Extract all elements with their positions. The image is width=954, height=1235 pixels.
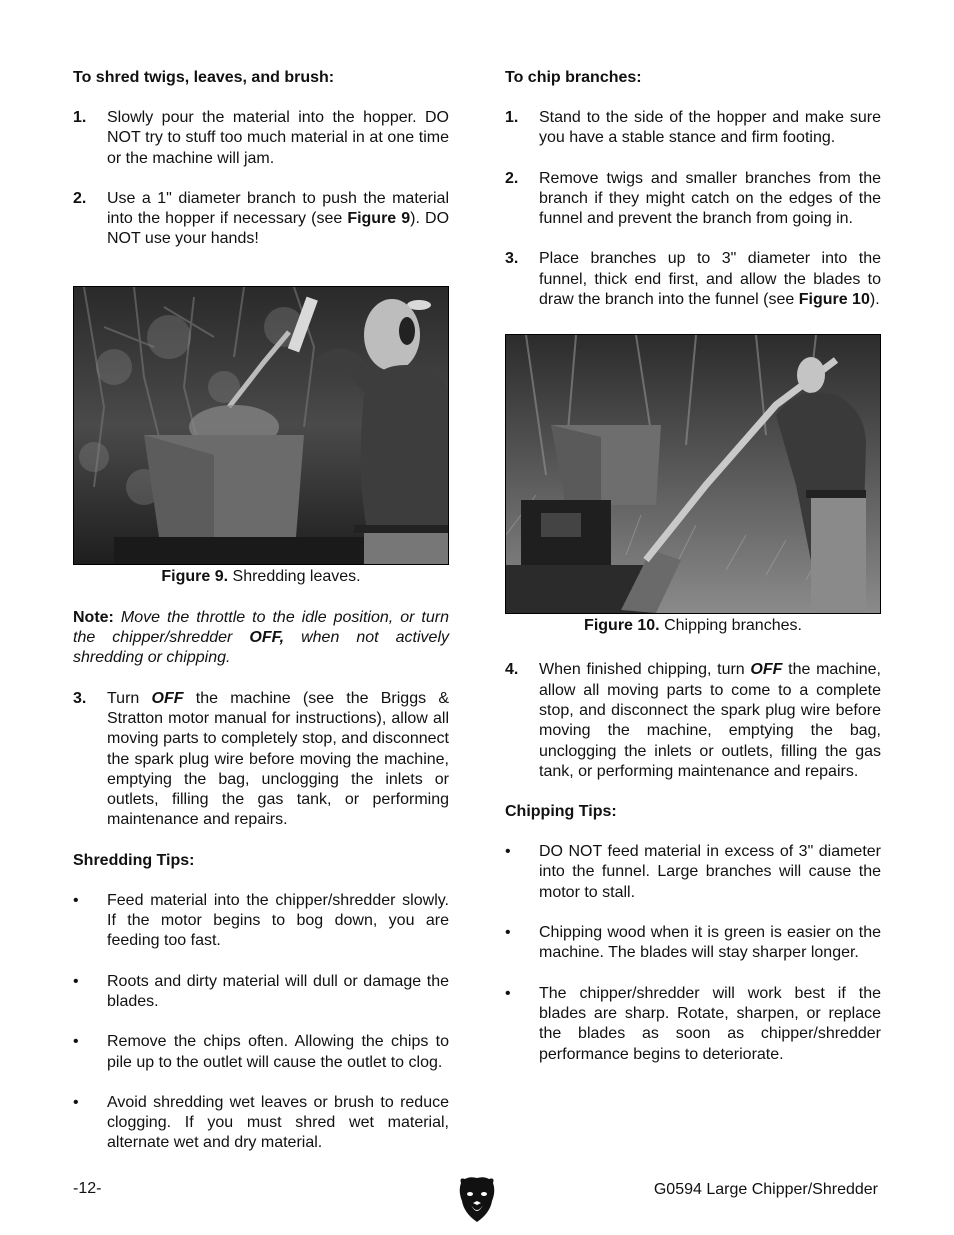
figure-9-photo: [73, 286, 449, 565]
step-text-part: Use a 1" diameter branch to push the material into the hopper if necessary (see: [107, 189, 449, 228]
chip-step-4: [505, 660, 881, 782]
step-text-part: Place branches up to 3" diameter into the funnel, thick end first, and allow the blades to draw the branch into the funnel (see: [539, 250, 881, 309]
step-text-part: the machine (see the Briggs & Stratton motor manual for instructions), allow all moving parts to completely stop, and disconnect the spark plug wire before moving the machine, emptying the bag, unclogging the inlets or outlets, filling the gas tank, or performing maintenance and repairs.: [107, 689, 449, 829]
bullet: •: [73, 891, 79, 909]
shredding-tip: [73, 1032, 449, 1073]
step-text: [107, 689, 449, 831]
tip-text: The chipper/shredder will work best if the blades are sharp. Rotate, sharpen, or replace the blades as soon as chipper/shredder performance begins to deteriorate.: [539, 984, 881, 1063]
section-heading-chip: To chip branches:: [505, 69, 642, 86]
figure-9-caption: [73, 567, 449, 587]
step-text: [107, 189, 449, 250]
shredding-tip: [73, 972, 449, 1013]
tip-text: Feed material into the chipper/shredder slowly. If the motor begins to bog down, you are feeding too fast.: [107, 891, 449, 950]
chipping-tip: [505, 923, 881, 964]
note-text: Move the throttle to the idle position, or turn the chipper/shredder: [73, 608, 449, 647]
step-text: [539, 249, 881, 310]
bullet: •: [505, 843, 511, 861]
step-text: Remove twigs and smaller branches from the branch if they might catch on the edges of the funnel and prevent the branch from going in.: [539, 169, 881, 228]
shred-step-2: [73, 189, 449, 250]
step-text-part: ).: [869, 291, 880, 309]
step-text-part: ). DO NOT use your hands!: [107, 210, 450, 248]
shredding-leaves-image: [74, 287, 448, 564]
note-text: when not actively shredding or chipping.: [73, 629, 450, 667]
section-heading-shredding-tips: Shredding Tips:: [73, 851, 195, 869]
chip-step-3: [505, 249, 881, 310]
figure-label: Figure 10.: [584, 617, 660, 635]
step-text-part: When finished chipping, turn: [539, 661, 751, 679]
tip-text: Remove the chips often. Allowing the chips to pile up to the outlet will cause the outlet to clog.: [107, 1033, 449, 1071]
chipping-tip: [505, 842, 881, 903]
figure-caption-text: Chipping branches.: [659, 617, 802, 635]
figure-caption-text: Shredding leaves.: [228, 567, 361, 585]
left-column: [73, 68, 449, 1154]
bullet: •: [73, 1033, 79, 1051]
off-emphasis: OFF: [750, 661, 783, 679]
step-number: 3.: [73, 689, 87, 707]
section-heading-chipping-tips: Chipping Tips:: [505, 803, 617, 821]
note-label: Note:: [73, 608, 114, 626]
step-number: 2.: [505, 169, 519, 187]
step-text: [539, 660, 881, 782]
step-number: 3.: [505, 250, 519, 268]
off-emphasis: OFF: [151, 689, 184, 707]
section-heading-shred: To shred twigs, leaves, and brush:: [73, 69, 335, 86]
step-number: 4.: [505, 661, 519, 679]
chipping-branches-image: [506, 335, 880, 613]
manual-title: G0594 Large Chipper/Shredder: [653, 1181, 878, 1198]
bullet: •: [73, 1093, 79, 1111]
page-number: -12-: [73, 1180, 102, 1197]
shred-step-1: [73, 108, 449, 169]
chipping-tip: [505, 984, 881, 1065]
tip-text: Chipping wood when it is green is easier on the machine. The blades will stay sharper longer.: [539, 924, 881, 962]
bullet: •: [73, 972, 79, 990]
right-column: [505, 68, 881, 1065]
shredding-tip: [73, 1093, 449, 1154]
bullet: •: [505, 924, 511, 942]
chip-step-1: [505, 108, 881, 149]
step-text-part: the machine, allow all moving parts to come to a complete stop, and disconnect the spark plug wire before moving the machine, emptying the bag, unclogging the inlets or outlets, filling the gas tank, or performing maintenance and repairs.: [539, 661, 881, 780]
step-text: Stand to the side of the hopper and make sure you have a stable stance and firm footing.: [539, 109, 881, 147]
tip-text: Roots and dirty material will dull or damage the blades.: [107, 972, 449, 1010]
tip-text: DO NOT feed material in excess of 3" diameter into the funnel. Large branches will cause the motor to stall.: [539, 843, 881, 901]
step-number: 2.: [73, 189, 87, 207]
figure-reference: Figure 9: [347, 210, 411, 228]
step-number: 1.: [73, 109, 87, 126]
step-text: Slowly pour the material into the hopper. DO NOT try to stuff too much material in at one time or the machine will jam.: [107, 109, 449, 167]
figure-10-photo: [505, 334, 881, 614]
bullet: •: [505, 984, 511, 1002]
bear-logo-icon: [458, 1177, 496, 1223]
shredding-tip: [73, 891, 449, 952]
figure-10-caption: [505, 616, 881, 636]
step-number: 1.: [505, 109, 519, 126]
figure-label: Figure 9.: [161, 567, 229, 585]
shred-step-3: [73, 689, 449, 831]
chip-step-2: [505, 169, 881, 230]
note-emphasis: OFF,: [249, 629, 285, 647]
tip-text: Avoid shredding wet leaves or brush to reduce clogging. If you must shred wet material, alternate wet and dry material.: [107, 1093, 449, 1152]
step-text-part: Turn: [107, 689, 152, 707]
note-paragraph: [73, 608, 449, 669]
figure-reference: Figure 10: [798, 291, 870, 309]
